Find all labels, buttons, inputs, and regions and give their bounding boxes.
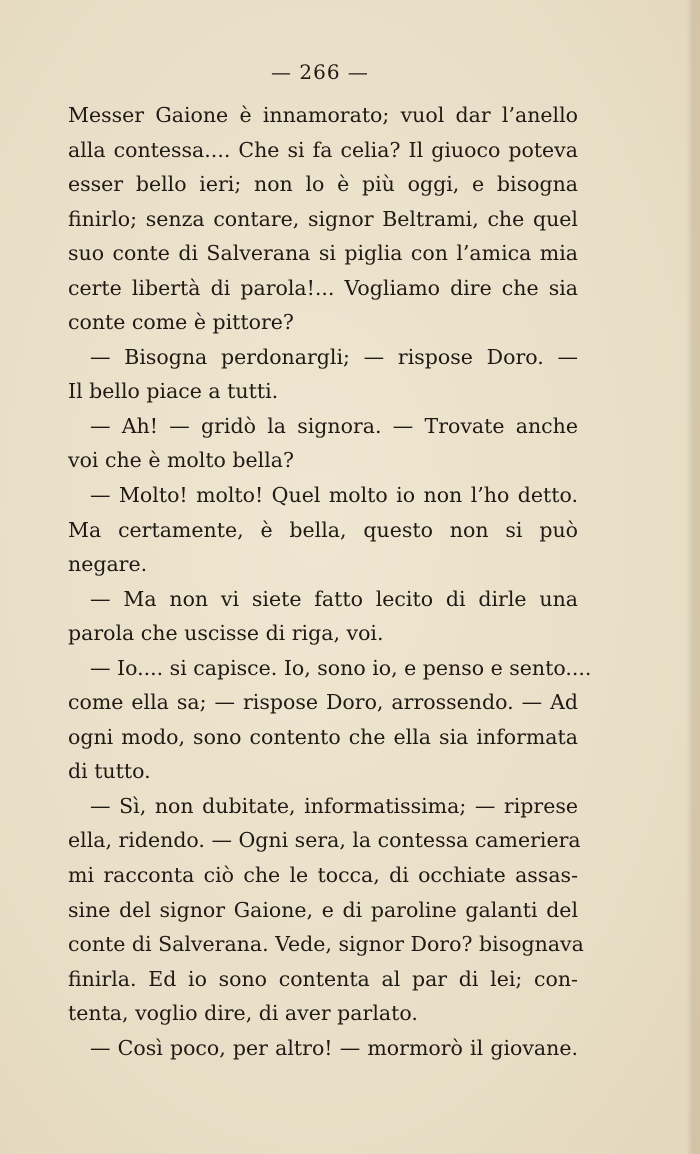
text-line: mi racconta ciò che le tocca, di occhiate assas-: [68, 863, 578, 888]
text-line: suo conte di Salverana si piglia con l’amica mia: [68, 241, 578, 266]
text-line: voi che è molto bella?: [68, 448, 294, 473]
text-line: finirlo; senza contare, signor Beltrami, che quel: [68, 206, 578, 231]
text-line: come ella sa; — rispose Doro, arrossendo. — Ad: [68, 690, 578, 715]
text-line: certe libertà di parola!... Vogliamo dire che sia: [68, 275, 578, 300]
text-line: sine del signor Gaione, e di paroline galanti del: [68, 897, 578, 922]
text-line: Messer Gaione è innamorato; vuol dar l’anello: [68, 103, 578, 127]
text-line: negare.: [68, 552, 148, 577]
text-line: conte come è pittore?: [68, 310, 294, 335]
text-line: — Molto! molto! Quel molto io non l’ho detto.: [90, 483, 578, 508]
text-line: conte di Salverana. Vede, signor Doro? bisognava: [68, 932, 584, 957]
text-line: — Sì, non dubitate, informatissima; — riprese: [90, 793, 578, 818]
text-line: — Io.... si capisce. Io, sono io, e penso e sento....: [90, 655, 592, 680]
text-line: alla contessa.... Che si fa celia? Il giuoco poteva: [68, 137, 578, 162]
text-line: — Bisogna perdonargli; — rispose Doro. —: [90, 344, 578, 369]
text-line: tenta, voglio dire, di aver parlato.: [68, 1001, 418, 1026]
text-line: — Ma non vi siete fatto lecito di dirle una: [90, 586, 578, 611]
text-line: — Ah! — gridò la signora. — Trovate anche: [90, 413, 578, 438]
page-number: — 266 —: [271, 60, 369, 84]
text-line: finirla. Ed io sono contenta al par di lei; con-: [68, 966, 578, 991]
text-line: di tutto.: [68, 759, 151, 784]
text-line: — Così poco, per altro! — mormorò il giovane.: [90, 1035, 578, 1060]
text-line: ogni modo, sono contento che ella sia informata: [68, 724, 578, 749]
text-line: ella, ridendo. — Ogni sera, la contessa cameriera: [68, 828, 581, 853]
text-line: esser bello ieri; non lo è più oggi, e bisogna: [68, 172, 578, 197]
page-edge-shadow: [686, 0, 700, 1154]
text-line: parola che uscisse di riga, voi.: [68, 621, 384, 646]
text-line: Il bello piace a tutti.: [68, 379, 279, 404]
body-text: [68, 98, 592, 1065]
text-line: Ma certamente, è bella, questo non si può: [68, 517, 578, 542]
